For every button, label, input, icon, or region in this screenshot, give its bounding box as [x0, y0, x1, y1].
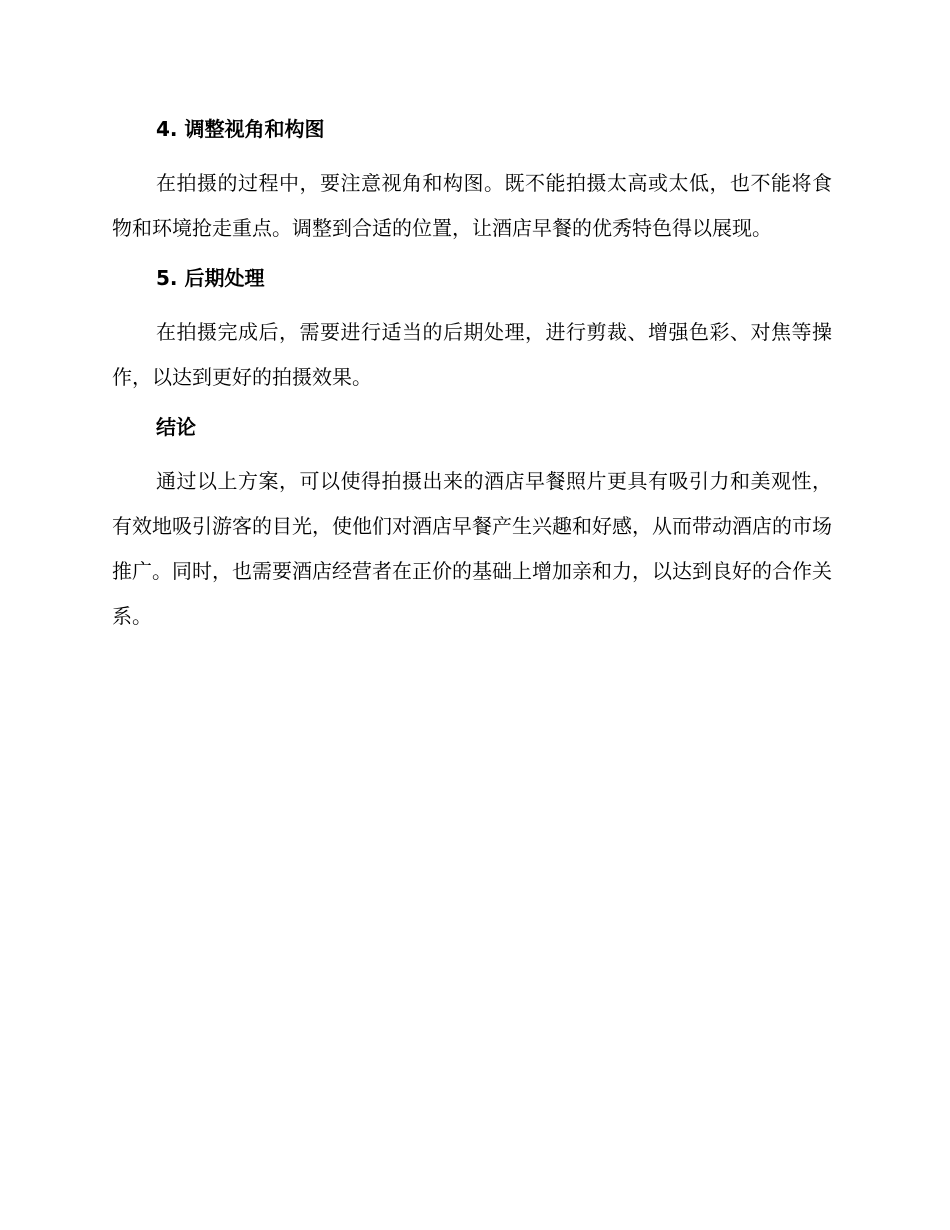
section-heading-adjust-angle: 4. 调整视角和构图: [156, 117, 325, 141]
section-heading-conclusion: 结论: [156, 415, 196, 439]
document-body: [112, 112, 832, 639]
section-paragraph-conclusion: 通过以上方案，可以使得拍摄出来的酒店早餐照片更具有吸引力和美观性，有效地吸引游客的目光，使他们对酒店早餐产生兴趣和好感，从而带动酒店的市场推广。同时，也需要酒店经营者在正价的基础上增加亲和力，以达到良好的合作关系。: [112, 469, 832, 628]
section-paragraph-post-processing: 在拍摄完成后，需要进行适当的后期处理，进行剪裁、增强色彩、对焦等操作，以达到更好的拍摄效果。: [112, 320, 832, 389]
section-paragraph-adjust-angle: 在拍摄的过程中，要注意视角和构图。既不能拍摄太高或太低，也不能将食物和环境抢走重点。调整到合适的位置，让酒店早餐的优秀特色得以展现。: [112, 171, 832, 240]
section-heading-post-processing: 5. 后期处理: [156, 266, 265, 290]
